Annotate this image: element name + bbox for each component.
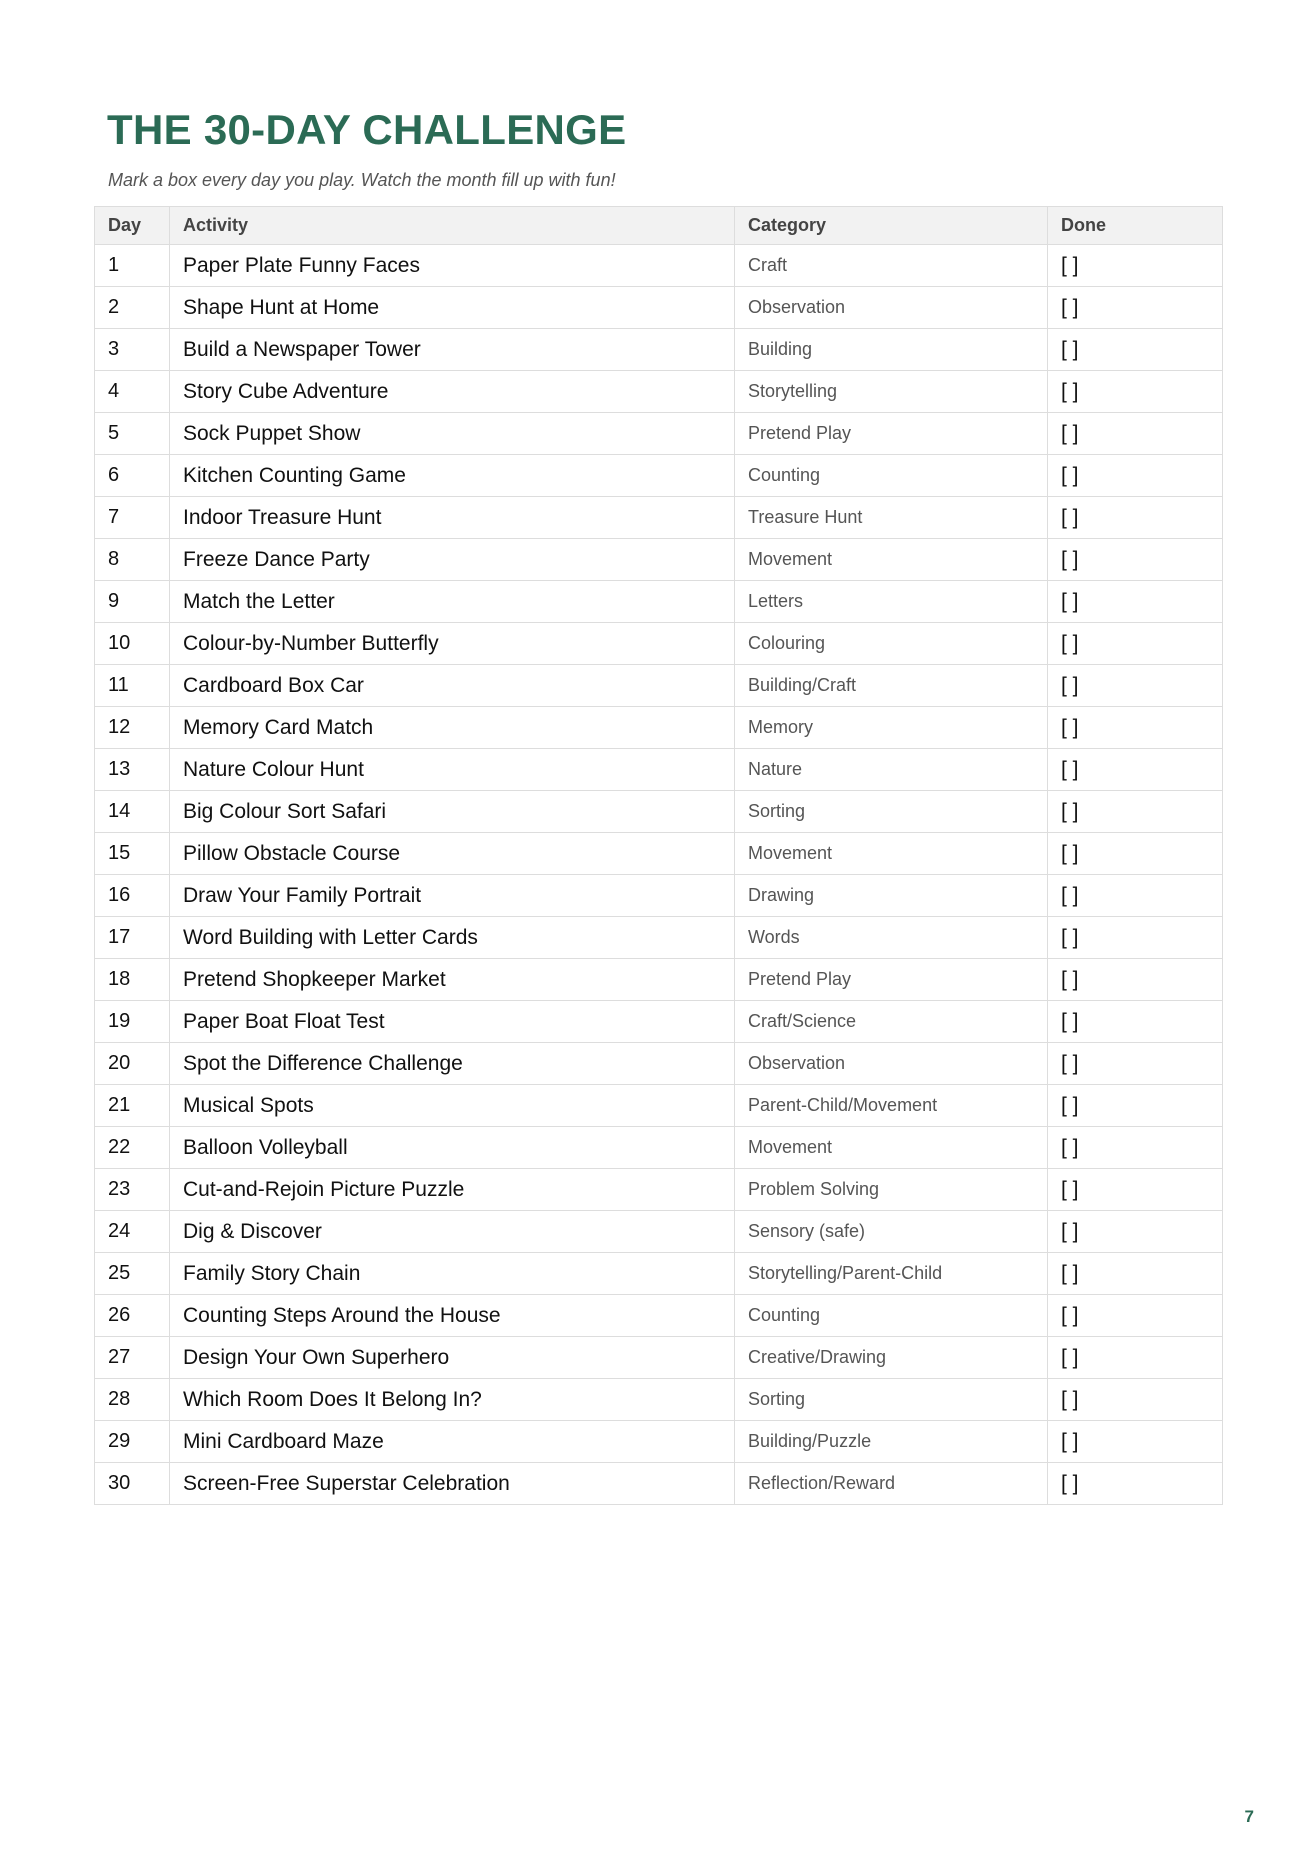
day-cell: 2 bbox=[95, 287, 170, 329]
activity-cell: Freeze Dance Party bbox=[170, 539, 735, 581]
table-row bbox=[95, 329, 1223, 371]
table-row bbox=[95, 875, 1223, 917]
done-checkbox[interactable]: [ ] bbox=[1048, 917, 1223, 959]
done-checkbox[interactable]: [ ] bbox=[1048, 1085, 1223, 1127]
table-row bbox=[95, 455, 1223, 497]
activity-cell: Balloon Volleyball bbox=[170, 1127, 735, 1169]
table-row bbox=[95, 413, 1223, 455]
table-row bbox=[95, 1085, 1223, 1127]
challenge-table bbox=[94, 206, 1223, 1505]
activity-cell: Dig & Discover bbox=[170, 1211, 735, 1253]
done-checkbox[interactable]: [ ] bbox=[1048, 1421, 1223, 1463]
challenge-table-container bbox=[94, 206, 1222, 1505]
day-cell: 30 bbox=[95, 1463, 170, 1505]
page-number: 7 bbox=[1244, 1807, 1254, 1826]
done-checkbox[interactable]: [ ] bbox=[1048, 1253, 1223, 1295]
category-cell: Words bbox=[735, 917, 1048, 959]
activity-cell: Family Story Chain bbox=[170, 1253, 735, 1295]
done-checkbox[interactable]: [ ] bbox=[1048, 665, 1223, 707]
activity-cell: Mini Cardboard Maze bbox=[170, 1421, 735, 1463]
done-checkbox[interactable]: [ ] bbox=[1048, 833, 1223, 875]
activity-cell: Pretend Shopkeeper Market bbox=[170, 959, 735, 1001]
day-cell: 11 bbox=[95, 665, 170, 707]
day-cell: 9 bbox=[95, 581, 170, 623]
category-cell: Memory bbox=[735, 707, 1048, 749]
category-cell: Treasure Hunt bbox=[735, 497, 1048, 539]
category-cell: Building/Craft bbox=[735, 665, 1048, 707]
category-cell: Sorting bbox=[735, 791, 1048, 833]
day-cell: 28 bbox=[95, 1379, 170, 1421]
activity-cell: Paper Boat Float Test bbox=[170, 1001, 735, 1043]
done-checkbox[interactable]: [ ] bbox=[1048, 497, 1223, 539]
day-cell: 15 bbox=[95, 833, 170, 875]
done-checkbox[interactable]: [ ] bbox=[1048, 413, 1223, 455]
day-cell: 14 bbox=[95, 791, 170, 833]
table-row bbox=[95, 1043, 1223, 1085]
done-checkbox[interactable]: [ ] bbox=[1048, 875, 1223, 917]
day-cell: 5 bbox=[95, 413, 170, 455]
table-row bbox=[95, 959, 1223, 1001]
day-cell: 20 bbox=[95, 1043, 170, 1085]
day-cell: 10 bbox=[95, 623, 170, 665]
done-checkbox[interactable]: [ ] bbox=[1048, 329, 1223, 371]
table-row bbox=[95, 1379, 1223, 1421]
activity-cell: Draw Your Family Portrait bbox=[170, 875, 735, 917]
category-cell: Parent-Child/Movement bbox=[735, 1085, 1048, 1127]
table-row bbox=[95, 371, 1223, 413]
category-cell: Sensory (safe) bbox=[735, 1211, 1048, 1253]
table-row bbox=[95, 665, 1223, 707]
activity-cell: Pillow Obstacle Course bbox=[170, 833, 735, 875]
day-cell: 27 bbox=[95, 1337, 170, 1379]
activity-cell: Counting Steps Around the House bbox=[170, 1295, 735, 1337]
table-row bbox=[95, 497, 1223, 539]
activity-cell: Spot the Difference Challenge bbox=[170, 1043, 735, 1085]
activity-cell: Sock Puppet Show bbox=[170, 413, 735, 455]
done-checkbox[interactable]: [ ] bbox=[1048, 581, 1223, 623]
day-cell: 24 bbox=[95, 1211, 170, 1253]
category-cell: Building bbox=[735, 329, 1048, 371]
done-checkbox[interactable]: [ ] bbox=[1048, 623, 1223, 665]
category-cell: Movement bbox=[735, 539, 1048, 581]
activity-cell: Memory Card Match bbox=[170, 707, 735, 749]
done-checkbox[interactable]: [ ] bbox=[1048, 791, 1223, 833]
column-header-activity: Activity bbox=[170, 207, 735, 245]
category-cell: Pretend Play bbox=[735, 959, 1048, 1001]
table-row bbox=[95, 1463, 1223, 1505]
day-cell: 17 bbox=[95, 917, 170, 959]
table-body bbox=[95, 245, 1223, 1505]
column-header-done: Done bbox=[1048, 207, 1223, 245]
table-row bbox=[95, 1169, 1223, 1211]
table-row bbox=[95, 581, 1223, 623]
category-cell: Letters bbox=[735, 581, 1048, 623]
table-row bbox=[95, 791, 1223, 833]
table-row bbox=[95, 1127, 1223, 1169]
activity-cell: Word Building with Letter Cards bbox=[170, 917, 735, 959]
done-checkbox[interactable]: [ ] bbox=[1048, 707, 1223, 749]
day-cell: 7 bbox=[95, 497, 170, 539]
day-cell: 26 bbox=[95, 1295, 170, 1337]
category-cell: Reflection/Reward bbox=[735, 1463, 1048, 1505]
activity-cell: Screen-Free Superstar Celebration bbox=[170, 1463, 735, 1505]
table-row bbox=[95, 287, 1223, 329]
category-cell: Craft bbox=[735, 245, 1048, 287]
day-cell: 12 bbox=[95, 707, 170, 749]
day-cell: 25 bbox=[95, 1253, 170, 1295]
header-row bbox=[95, 207, 1223, 245]
done-checkbox[interactable]: [ ] bbox=[1048, 1295, 1223, 1337]
activity-cell: Paper Plate Funny Faces bbox=[170, 245, 735, 287]
page-subtitle: Mark a box every day you play. Watch the month fill up with fun! bbox=[108, 170, 616, 190]
activity-cell: Indoor Treasure Hunt bbox=[170, 497, 735, 539]
table-row bbox=[95, 539, 1223, 581]
done-checkbox[interactable]: [ ] bbox=[1048, 245, 1223, 287]
done-checkbox[interactable]: [ ] bbox=[1048, 1337, 1223, 1379]
activity-cell: Match the Letter bbox=[170, 581, 735, 623]
table-row bbox=[95, 917, 1223, 959]
category-cell: Creative/Drawing bbox=[735, 1337, 1048, 1379]
table-row bbox=[95, 1253, 1223, 1295]
table-row bbox=[95, 1295, 1223, 1337]
table-header bbox=[95, 207, 1223, 245]
column-header-category: Category bbox=[735, 207, 1048, 245]
category-cell: Building/Puzzle bbox=[735, 1421, 1048, 1463]
done-checkbox[interactable]: [ ] bbox=[1048, 371, 1223, 413]
category-cell: Observation bbox=[735, 1043, 1048, 1085]
page-title: THE 30-DAY CHALLENGE bbox=[107, 106, 627, 153]
done-checkbox[interactable]: [ ] bbox=[1048, 1043, 1223, 1085]
category-cell: Counting bbox=[735, 1295, 1048, 1337]
category-cell: Problem Solving bbox=[735, 1169, 1048, 1211]
category-cell: Pretend Play bbox=[735, 413, 1048, 455]
table-row bbox=[95, 707, 1223, 749]
activity-cell: Nature Colour Hunt bbox=[170, 749, 735, 791]
column-header-day: Day bbox=[95, 207, 170, 245]
done-checkbox[interactable]: [ ] bbox=[1048, 1211, 1223, 1253]
done-checkbox[interactable]: [ ] bbox=[1048, 287, 1223, 329]
activity-cell: Colour-by-Number Butterfly bbox=[170, 623, 735, 665]
day-cell: 3 bbox=[95, 329, 170, 371]
done-checkbox[interactable]: [ ] bbox=[1048, 1127, 1223, 1169]
day-cell: 6 bbox=[95, 455, 170, 497]
activity-cell: Cut-and-Rejoin Picture Puzzle bbox=[170, 1169, 735, 1211]
activity-cell: Build a Newspaper Tower bbox=[170, 329, 735, 371]
category-cell: Colouring bbox=[735, 623, 1048, 665]
day-cell: 22 bbox=[95, 1127, 170, 1169]
done-checkbox[interactable]: [ ] bbox=[1048, 1001, 1223, 1043]
day-cell: 8 bbox=[95, 539, 170, 581]
table-row bbox=[95, 833, 1223, 875]
category-cell: Movement bbox=[735, 833, 1048, 875]
category-cell: Storytelling/Parent-Child bbox=[735, 1253, 1048, 1295]
table-row bbox=[95, 749, 1223, 791]
day-cell: 18 bbox=[95, 959, 170, 1001]
done-checkbox[interactable]: [ ] bbox=[1048, 1169, 1223, 1211]
done-checkbox[interactable]: [ ] bbox=[1048, 1379, 1223, 1421]
category-cell: Storytelling bbox=[735, 371, 1048, 413]
table-row bbox=[95, 623, 1223, 665]
category-cell: Movement bbox=[735, 1127, 1048, 1169]
day-cell: 29 bbox=[95, 1421, 170, 1463]
activity-cell: Cardboard Box Car bbox=[170, 665, 735, 707]
day-cell: 21 bbox=[95, 1085, 170, 1127]
table-row bbox=[95, 1337, 1223, 1379]
activity-cell: Which Room Does It Belong In? bbox=[170, 1379, 735, 1421]
done-checkbox[interactable]: [ ] bbox=[1048, 1463, 1223, 1505]
activity-cell: Musical Spots bbox=[170, 1085, 735, 1127]
done-checkbox[interactable]: [ ] bbox=[1048, 539, 1223, 581]
category-cell: Nature bbox=[735, 749, 1048, 791]
table-row bbox=[95, 1421, 1223, 1463]
done-checkbox[interactable]: [ ] bbox=[1048, 749, 1223, 791]
activity-cell: Design Your Own Superhero bbox=[170, 1337, 735, 1379]
category-cell: Drawing bbox=[735, 875, 1048, 917]
day-cell: 16 bbox=[95, 875, 170, 917]
day-cell: 23 bbox=[95, 1169, 170, 1211]
done-checkbox[interactable]: [ ] bbox=[1048, 455, 1223, 497]
activity-cell: Big Colour Sort Safari bbox=[170, 791, 735, 833]
activity-cell: Shape Hunt at Home bbox=[170, 287, 735, 329]
category-cell: Sorting bbox=[735, 1379, 1048, 1421]
table-row bbox=[95, 245, 1223, 287]
day-cell: 1 bbox=[95, 245, 170, 287]
table-row bbox=[95, 1001, 1223, 1043]
day-cell: 13 bbox=[95, 749, 170, 791]
activity-cell: Kitchen Counting Game bbox=[170, 455, 735, 497]
day-cell: 19 bbox=[95, 1001, 170, 1043]
category-cell: Observation bbox=[735, 287, 1048, 329]
day-cell: 4 bbox=[95, 371, 170, 413]
done-checkbox[interactable]: [ ] bbox=[1048, 959, 1223, 1001]
table-row bbox=[95, 1211, 1223, 1253]
category-cell: Counting bbox=[735, 455, 1048, 497]
category-cell: Craft/Science bbox=[735, 1001, 1048, 1043]
activity-cell: Story Cube Adventure bbox=[170, 371, 735, 413]
